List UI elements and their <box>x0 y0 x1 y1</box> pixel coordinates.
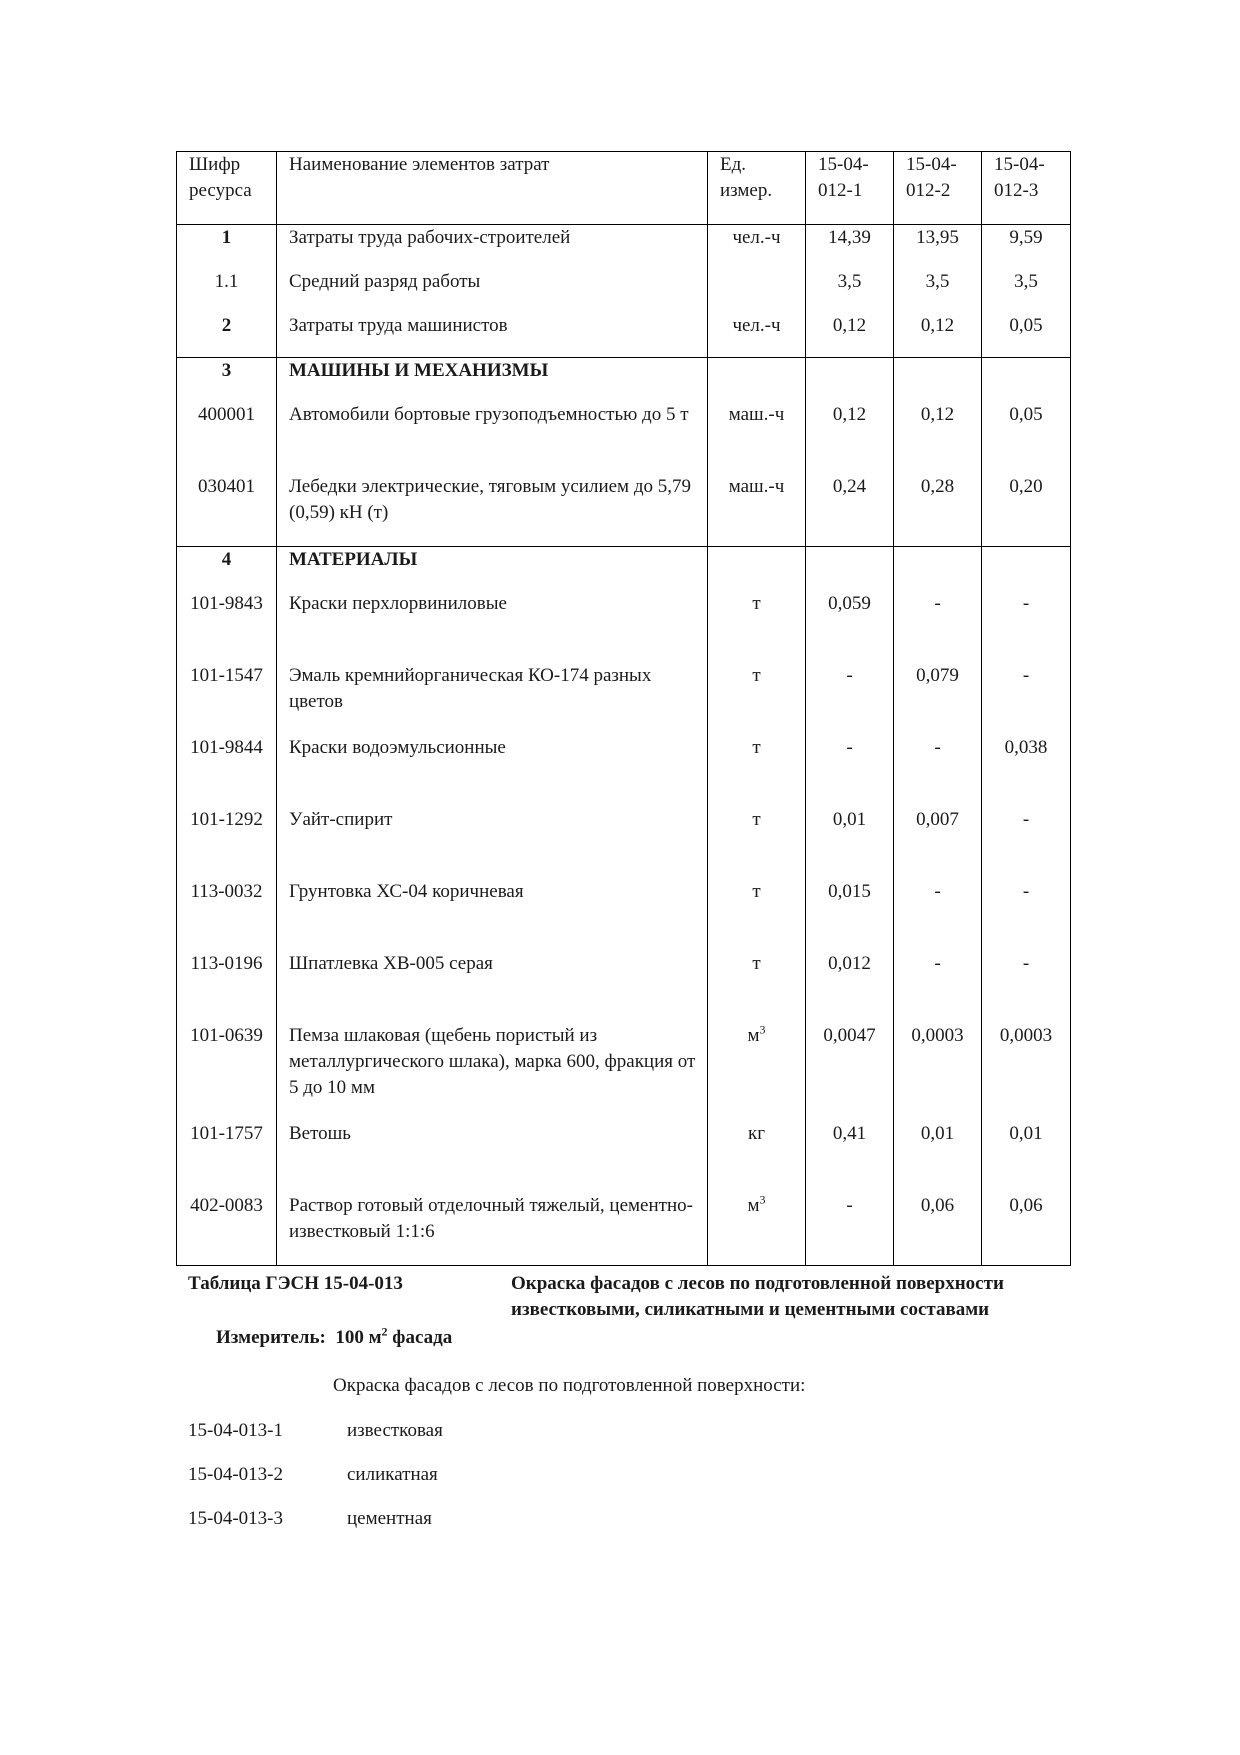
item-code: 15-04-013-2 <box>188 1464 283 1485</box>
cell-name: Раствор готовый отделочный тяжелый, цементно-известковый 1:1:6 <box>277 1193 708 1266</box>
cell-code: 402-0083 <box>177 1193 277 1266</box>
cell-value-2: 0,0003 <box>894 1023 982 1121</box>
table-body <box>177 225 1071 1266</box>
cell-value-3: 0,0003 <box>982 1023 1071 1121</box>
meter-value: 100 $м^2$ фасада <box>335 1324 453 1348</box>
cell-value-3: 0,05 <box>982 402 1071 474</box>
cell-unit: кг <box>708 1121 806 1193</box>
cell-name: Ветошь <box>277 1121 708 1193</box>
cell-code: 113-0196 <box>177 951 277 1023</box>
table-row <box>177 358 1071 403</box>
cell-value-2: 0,06 <box>894 1193 982 1266</box>
cell-code: 400001 <box>177 402 277 474</box>
cell-name: Шпатлевка ХВ-005 серая <box>277 951 708 1023</box>
cell-unit: т <box>708 807 806 879</box>
cell-name: Лебедки электрические, тяговым усилием до 5,79 (0,59) кН (т) <box>277 474 708 547</box>
table-row <box>177 269 1071 313</box>
item-code: 15-04-013-1 <box>188 1420 283 1441</box>
table-row <box>177 402 1071 474</box>
cell-value-2: - <box>894 951 982 1023</box>
cell-value-3: 9,59 <box>982 225 1071 270</box>
cell-value-3: 0,01 <box>982 1121 1071 1193</box>
cell-value-2 <box>894 358 982 403</box>
cell-value-3: 0,20 <box>982 474 1071 547</box>
cell-value-1: 0,059 <box>806 591 894 663</box>
table-row <box>177 1193 1071 1266</box>
cell-unit: $м^3$ <box>708 1193 806 1266</box>
table-label: Таблица ГЭСН 15-04-013 <box>188 1273 403 1294</box>
cell-value-1: - <box>806 735 894 807</box>
cell-code: 030401 <box>177 474 277 547</box>
cell-value-1: 0,24 <box>806 474 894 547</box>
table-row <box>177 879 1071 951</box>
cell-code: 101-9844 <box>177 735 277 807</box>
cell-code: 101-0639 <box>177 1023 277 1121</box>
cell-unit: чел.-ч <box>708 225 806 270</box>
cell-value-1: - <box>806 1193 894 1266</box>
cell-code: 101-9843 <box>177 591 277 663</box>
item-text: цементная <box>347 1508 432 1529</box>
cell-unit <box>708 358 806 403</box>
cell-value-3: 0,06 <box>982 1193 1071 1266</box>
cell-value-3: - <box>982 951 1071 1023</box>
header-name: Наименование элементов затрат <box>277 152 708 225</box>
cell-unit: чел.-ч <box>708 313 806 358</box>
cell-code: 2 <box>177 313 277 358</box>
cell-value-3: 0,05 <box>982 313 1071 358</box>
cell-unit: маш.-ч <box>708 402 806 474</box>
cell-unit: т <box>708 735 806 807</box>
cell-unit <box>708 269 806 313</box>
cell-name: Автомобили бортовые грузоподъемностью до 5 т <box>277 402 708 474</box>
meter-label: Измеритель: <box>216 1327 326 1348</box>
cell-value-3: 3,5 <box>982 269 1071 313</box>
cell-value-2: 0,12 <box>894 313 982 358</box>
cell-value-2 <box>894 547 982 592</box>
cell-name: Средний разряд работы <box>277 269 708 313</box>
cell-unit: т <box>708 663 806 735</box>
cell-code: 1 <box>177 225 277 270</box>
cell-value-1: 0,012 <box>806 951 894 1023</box>
cell-value-2: 0,007 <box>894 807 982 879</box>
cell-code: 101-1292 <box>177 807 277 879</box>
table-row <box>177 225 1071 270</box>
table-row <box>177 1023 1071 1121</box>
cell-name: Затраты труда рабочих-строителей <box>277 225 708 270</box>
table-row <box>177 591 1071 663</box>
cell-value-3: - <box>982 663 1071 735</box>
cell-name: Грунтовка ХС-04 коричневая <box>277 879 708 951</box>
cell-code: 101-1547 <box>177 663 277 735</box>
cell-value-1: 0,12 <box>806 402 894 474</box>
cell-code: 101-1757 <box>177 1121 277 1193</box>
meter-line <box>216 1325 452 1351</box>
cell-value-1: 0,01 <box>806 807 894 879</box>
header-col-2: 15-04-012-2 <box>894 152 982 225</box>
cell-name: Пемза шлаковая (щебень пористый из металлургического шлака), марка 600, фракция от 5 до 10 мм <box>277 1023 708 1121</box>
cell-code: 1.1 <box>177 269 277 313</box>
cell-value-1: 0,12 <box>806 313 894 358</box>
item-code: 15-04-013-3 <box>188 1508 283 1529</box>
cell-name: Эмаль кремнийорганическая КО-174 разных цветов <box>277 663 708 735</box>
cell-value-1 <box>806 358 894 403</box>
cell-name: Краски водоэмульсионные <box>277 735 708 807</box>
cell-code: 113-0032 <box>177 879 277 951</box>
cell-value-2: 3,5 <box>894 269 982 313</box>
cell-value-2: - <box>894 735 982 807</box>
cell-value-1: 0,0047 <box>806 1023 894 1121</box>
header-unit: Ед. измер. <box>708 152 806 225</box>
cell-value-3: - <box>982 591 1071 663</box>
cell-unit <box>708 547 806 592</box>
cell-value-2: 0,12 <box>894 402 982 474</box>
cell-value-3: - <box>982 879 1071 951</box>
table-row <box>177 807 1071 879</box>
intro-text: Окраска фасадов с лесов по подготовленной поверхности: <box>333 1375 806 1396</box>
header-col-1: 15-04-012-1 <box>806 152 894 225</box>
cell-name: МАШИНЫ И МЕХАНИЗМЫ <box>277 358 708 403</box>
cell-value-3 <box>982 547 1071 592</box>
cell-value-2: - <box>894 591 982 663</box>
cell-value-2: 0,01 <box>894 1121 982 1193</box>
table-row <box>177 1121 1071 1193</box>
table-row <box>177 547 1071 592</box>
header-col-3: 15-04-012-3 <box>982 152 1071 225</box>
table-header-row <box>177 152 1071 225</box>
table-row <box>177 663 1071 735</box>
cell-value-2: 0,079 <box>894 663 982 735</box>
cell-value-1: 14,39 <box>806 225 894 270</box>
cell-name: Краски перхлорвиниловые <box>277 591 708 663</box>
resources-table <box>176 151 1071 1266</box>
cell-value-1: 0,41 <box>806 1121 894 1193</box>
cell-value-1: 3,5 <box>806 269 894 313</box>
cell-value-2: 13,95 <box>894 225 982 270</box>
cell-unit: $м^3$ <box>708 1023 806 1121</box>
cell-name: Уайт-спирит <box>277 807 708 879</box>
cell-value-3: 0,038 <box>982 735 1071 807</box>
cell-unit: т <box>708 951 806 1023</box>
table-row <box>177 313 1071 358</box>
cell-name: Затраты труда машинистов <box>277 313 708 358</box>
cell-value-1: 0,015 <box>806 879 894 951</box>
table-row <box>177 735 1071 807</box>
cell-value-3: - <box>982 807 1071 879</box>
item-text: известковая <box>347 1420 443 1441</box>
cell-value-1: - <box>806 663 894 735</box>
table-row <box>177 951 1071 1023</box>
cell-unit: маш.-ч <box>708 474 806 547</box>
cell-unit: т <box>708 591 806 663</box>
item-text: силикатная <box>347 1464 438 1485</box>
header-code: Шифр ресурса <box>177 152 277 225</box>
cell-value-2: 0,28 <box>894 474 982 547</box>
cell-code: 3 <box>177 358 277 403</box>
cell-name: МАТЕРИАЛЫ <box>277 547 708 592</box>
section-title: Окраска фасадов с лесов по подготовленной поверхности известковыми, силикатными и цементными составами <box>511 1273 1004 1320</box>
cell-unit: т <box>708 879 806 951</box>
cell-value-1 <box>806 547 894 592</box>
cell-value-2: - <box>894 879 982 951</box>
cell-value-3 <box>982 358 1071 403</box>
cell-code: 4 <box>177 547 277 592</box>
table-row <box>177 474 1071 547</box>
